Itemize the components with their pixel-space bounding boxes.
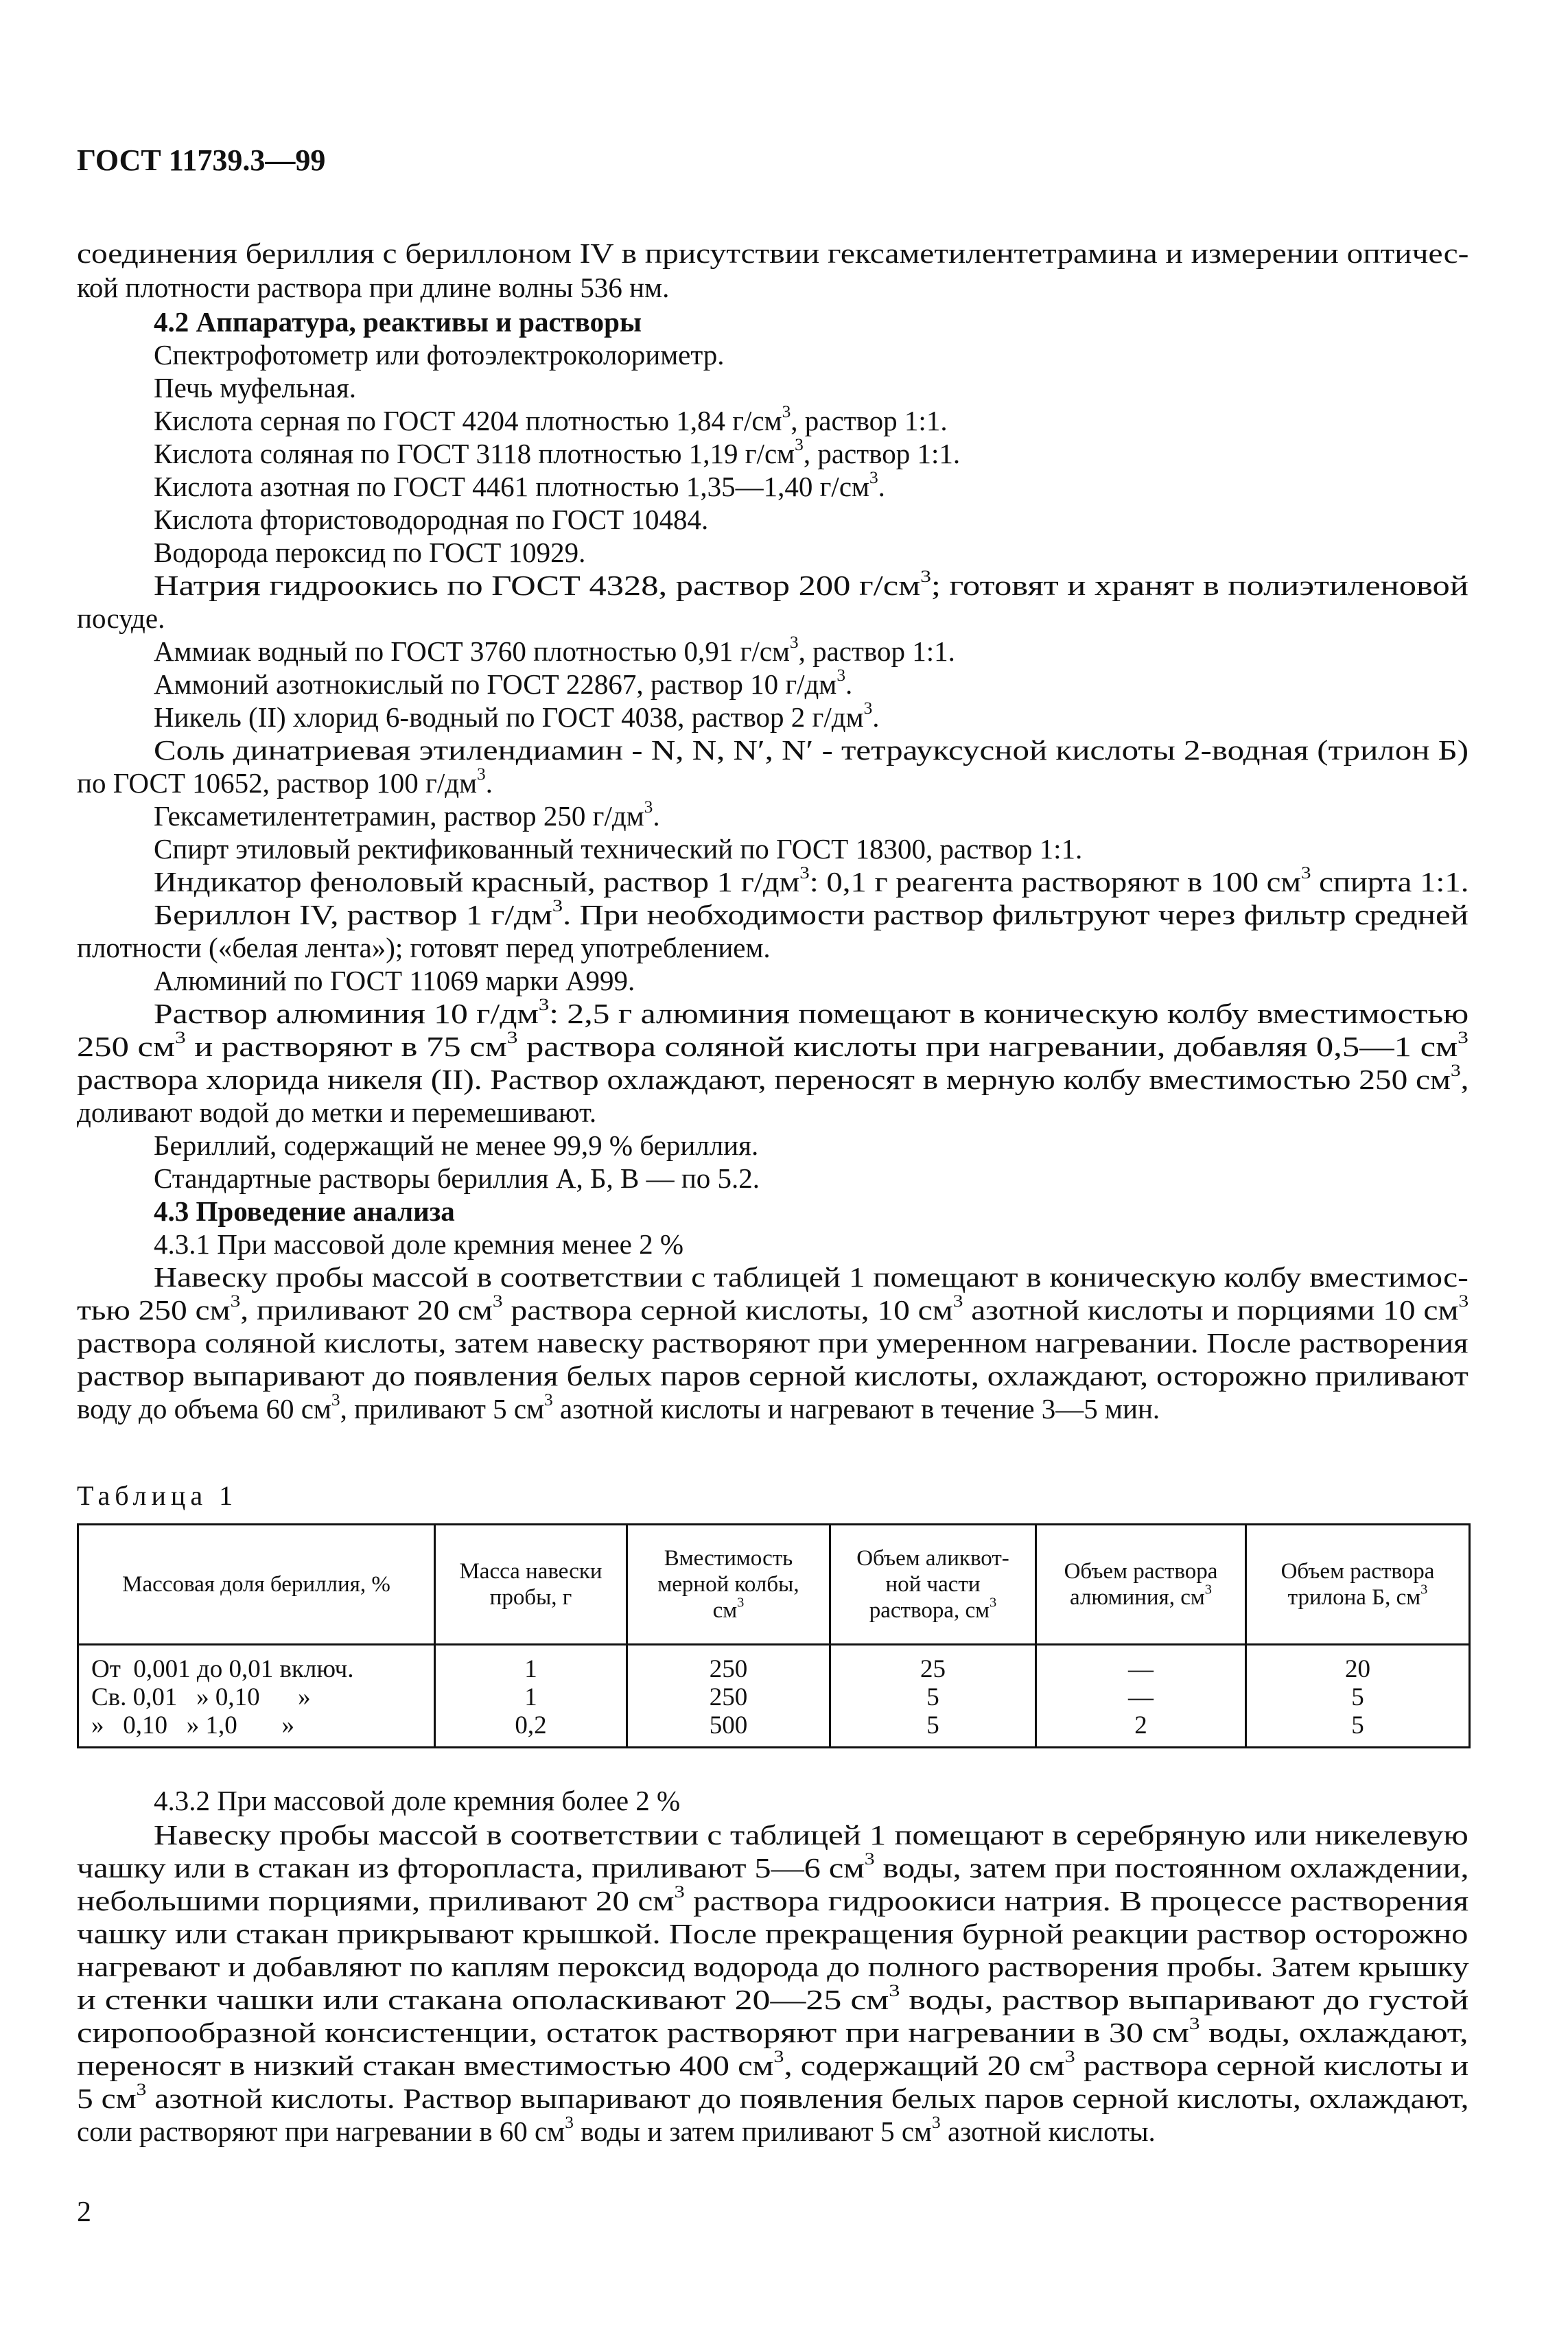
table-header-cell: Массовая доля бериллия, %	[78, 1525, 435, 1645]
table-header-cell: Объем раствора трилона Б, $см^3$	[1246, 1525, 1470, 1645]
paragraph-line: кой плотности раствора при длине волны 536 нм.	[77, 272, 670, 303]
paragraph-line: Навеску пробы массой в соответствии с таблицей 1 помещают в коническую колбу вместимос-	[154, 1261, 1468, 1293]
table-cell: От 0,001 до 0,01 включ. Св. 0,01 » 0,10 » » 0,10 » 1,0 »	[78, 1645, 435, 1748]
paragraph-line: Водорода пероксид по ГОСТ 10929.	[154, 537, 586, 568]
paragraph-line: небольшими порциями, приливают 20 $см^3$ раствора гидроокиси натрия. В процессе растворения	[77, 1882, 1469, 1917]
paragraph-line: Гексаметилентетрамин, раствор 250 $г/дм^3$.	[154, 797, 660, 832]
paragraph-line: Соль динатриевая этилендиамин - N, N, N′, N′ - тетрауксусной кислоты 2-водная (трилон Б)	[154, 734, 1469, 766]
paragraph-line: Алюминий по ГОСТ 11069 марки А999.	[154, 965, 635, 996]
paragraph-line: 5 $см^3$ азотной кислоты. Раствор выпаривают до появления белых паров серной кислоты, охлаждают,	[77, 2079, 1469, 2114]
paragraph-line: Навеску пробы массой в соответствии с таблицей 1 помещают в серебряную или никелевую	[154, 1819, 1468, 1851]
paragraph-line: Кислота азотная по ГОСТ 4461 плотностью 1,35—1,40 $г/см^3$.	[154, 467, 885, 502]
table-row	[78, 1645, 1470, 1748]
paragraph-line: 4.3 Проведение анализа	[154, 1195, 455, 1227]
data-table	[77, 1523, 1471, 1748]
paragraph-line: сиропообразной консистенции, остаток растворяют при нагревании в 30 $см^3$ воды, охлаждают,	[77, 2013, 1468, 2048]
table-header-cell: Масса навески пробы, г	[435, 1525, 627, 1645]
paragraph-line: Стандартные растворы бериллия А, Б, В — по 5.2.	[154, 1162, 760, 1194]
paragraph-line: и стенки чашки или стакана ополаскивают 20—25 $см^3$ воды, раствор выпаривают до густой	[77, 1980, 1469, 2015]
paragraph-line: Бериллон IV, раствор 1 $г/дм^3$. При необходимости раствор фильтруют через фильтр средней	[154, 895, 1468, 930]
paragraph-line: плотности («белая лента»); готовят перед употреблением.	[77, 932, 771, 963]
paragraph-line: соединения бериллия с бериллоном IV в присутствии гексаметилентетрамина и измерении оптичес-	[77, 237, 1469, 269]
paragraph-line: по ГОСТ 10652, раствор 100 $г/дм^3$.	[77, 764, 493, 799]
paragraph-line: Аммоний азотнокислый по ГОСТ 22867, раствор 10 $г/дм^3$.	[154, 665, 853, 700]
paragraph-line: 4.2 Аппаратура, реактивы и растворы	[154, 306, 642, 338]
paragraph-line: Раствор алюминия 10 $г/дм^3$: 2,5 г алюминия помещают в коническую колбу вместимостью	[154, 994, 1469, 1029]
paragraph-line: Бериллий, содержащий не менее 99,9 % бериллия.	[154, 1129, 759, 1161]
table-header-row	[78, 1525, 1470, 1645]
table-cell: 25 5 5	[830, 1645, 1036, 1748]
paragraph-line: Индикатор феноловый красный, раствор 1 $г/дм^3$: 0,1 г реагента растворяют в 100 $см^3$ спирта 1:1.	[154, 863, 1469, 898]
paragraph-line: соли растворяют при нагревании в 60 $см^3$ воды и затем приливают 5 $см^3$ азотной кислоты.	[77, 2112, 1156, 2147]
paragraph-line: 4.3.2 При массовой доле кремния более 2 %	[154, 1785, 681, 1816]
paragraph-line: раствора соляной кислоты, затем навеску растворяют при умеренном нагревании. После растворения	[77, 1327, 1468, 1359]
paragraph-line: чашку или стакан прикрывают крышкой. После прекращения бурной реакции раствор осторожно	[77, 1918, 1468, 1949]
document-header: ГОСТ 11739.3—99	[77, 143, 326, 177]
paragraph-line: Аммиак водный по ГОСТ 3760 плотностью 0,91 $г/см^3$, раствор 1:1.	[154, 632, 955, 667]
table-caption: Таблица 1	[77, 1480, 238, 1511]
paragraph-line: раствор выпаривают до появления белых паров серной кислоты, охлаждают, осторожно приливают	[77, 1360, 1468, 1392]
paragraph-line: доливают водой до метки и перемешивают.	[77, 1097, 597, 1128]
table-cell: 1 1 0,2	[435, 1645, 627, 1748]
paragraph-line: Кислота серная по ГОСТ 4204 плотностью 1,84 $г/см^3$, раствор 1:1.	[154, 401, 948, 436]
paragraph-line: нагревают и добавляют по каплям пероксид водорода до полного растворения пробы. Затем крышку	[77, 1951, 1469, 1982]
table-cell: — — 2	[1036, 1645, 1246, 1748]
paragraph-line: Натрия гидроокись по ГОСТ 4328, раствор 200 $г/см^3$; готовят и хранят в полиэтиленовой	[154, 566, 1468, 601]
paragraph-line: чашку или в стакан из фторопласта, приливают 5—6 $см^3$ воды, затем при постоянном охлаждении,	[77, 1849, 1469, 1884]
table-cell: 20 5 5	[1246, 1645, 1470, 1748]
table-header-cell: Вместимость мерной колбы, $см^3$	[627, 1525, 830, 1645]
table-header-cell: Объем аликвот- ной части раствора, $см^3$	[830, 1525, 1036, 1645]
table-header-cell: Объем раствора алюминия, $см^3$	[1036, 1525, 1246, 1645]
paragraph-line: тью 250 $см^3$, приливают 20 $см^3$ раствора серной кислоты, 10 $см^3$ азотной кислоты и порциями 10 $см^3$	[77, 1291, 1469, 1326]
paragraph-line: раствора хлорида никеля (II). Раствор охлаждают, переносят в мерную колбу вместимостью 250 $см^3$,	[77, 1060, 1469, 1095]
paragraph-line: Никель (II) хлорид 6-водный по ГОСТ 4038, раствор 2 $г/дм^3$.	[154, 698, 880, 733]
paragraph-line: Печь муфельная.	[154, 372, 356, 403]
paragraph-line: Кислота фтористоводородная по ГОСТ 10484.	[154, 504, 709, 535]
paragraph-line: посуде.	[77, 602, 165, 634]
paragraph-line: Спирт этиловый ректификованный технический по ГОСТ 18300, раствор 1:1.	[154, 833, 1083, 865]
table-cell: 250 250 500	[627, 1645, 830, 1748]
paragraph-line: 250 $см^3$ и растворяют в 75 $см^3$ раствора соляной кислоты при нагревании, добавляя 0,5—1 $см^3$	[77, 1027, 1468, 1062]
paragraph-line: Кислота соляная по ГОСТ 3118 плотностью 1,19 $г/см^3$, раствор 1:1.	[154, 434, 961, 469]
paragraph-line: воду до объема 60 $см^3$, приливают 5 $см^3$ азотной кислоты и нагревают в течение 3—5 мин.	[77, 1390, 1160, 1425]
paragraph-line: 4.3.1 При массовой доле кремния менее 2 %	[154, 1228, 683, 1260]
paragraph-line: переносят в низкий стакан вместимостью 400 $см^3$, содержащий 20 $см^3$ раствора серной кислоты и	[77, 2046, 1469, 2081]
page-number: 2	[77, 2197, 91, 2228]
paragraph-line: Спектрофотометр или фотоэлектроколориметр.	[154, 339, 725, 371]
